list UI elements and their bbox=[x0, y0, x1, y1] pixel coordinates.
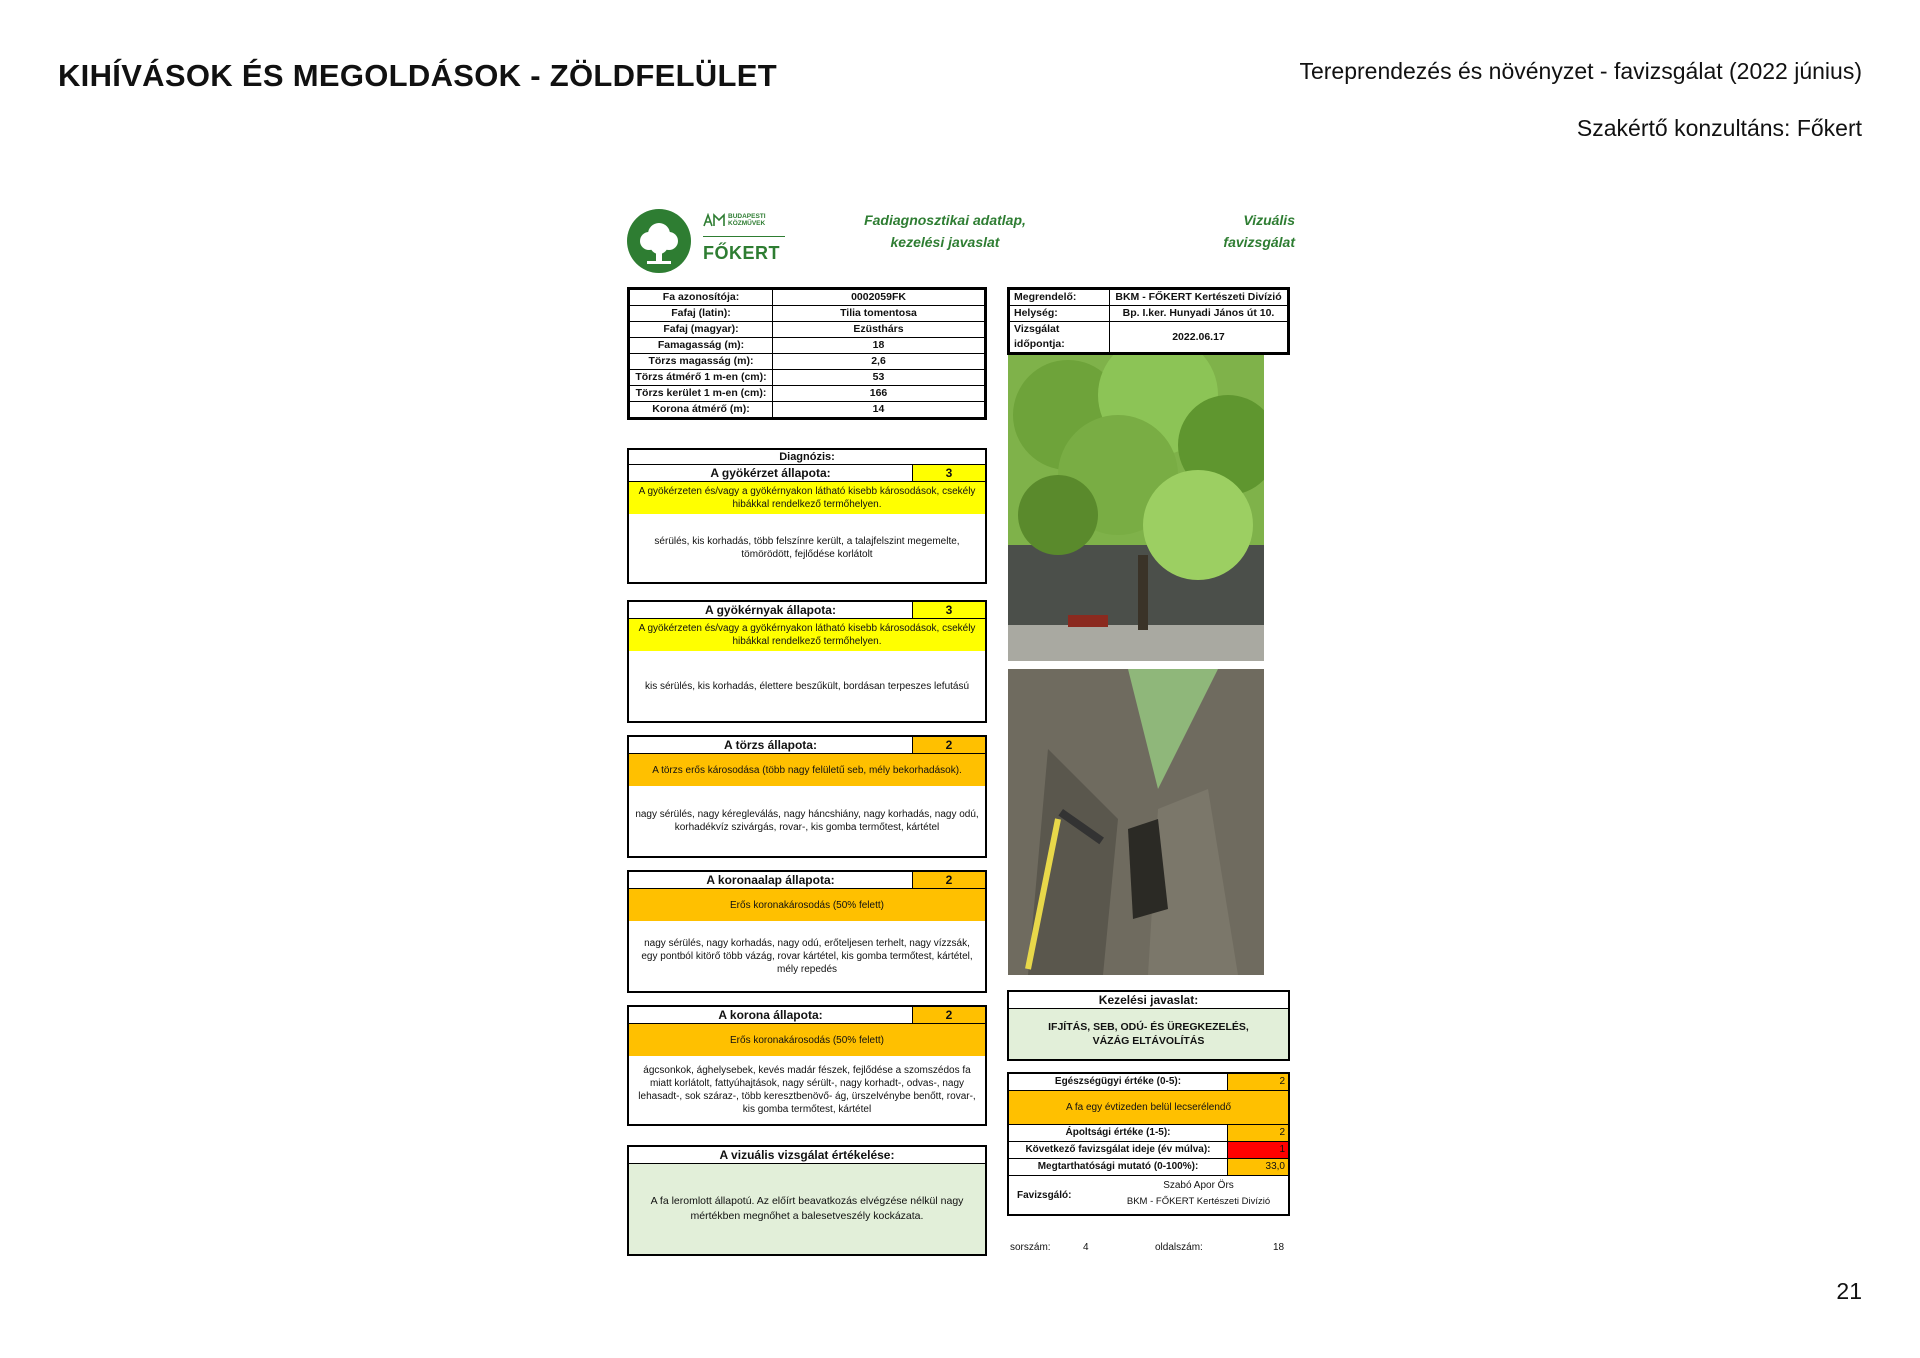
diagnosis-title: Diagnózis: bbox=[629, 450, 985, 465]
tree-values bbox=[1007, 1072, 1290, 1216]
tree-label: Fafaj (magyar): bbox=[630, 322, 773, 338]
tree-value: Tilia tomentosa bbox=[773, 306, 985, 322]
diagnosis-crown bbox=[627, 1005, 987, 1126]
evaluation-title: A vizuális vizsgálat értékelése: bbox=[629, 1147, 985, 1164]
tree-logo-icon bbox=[627, 209, 691, 273]
diagnosis-note: nagy sérülés, nagy korhadás, nagy odú, erőteljesen terhelt, nagy vízzsák, egy pontból kitörő több vázág, rovar kártétel, kis gomba termőtest, kártétel, mély repedés bbox=[641, 937, 973, 975]
bk-emblem-icon bbox=[703, 213, 725, 227]
tree-value: 14 bbox=[773, 402, 985, 418]
diagnosis-score: 3 bbox=[913, 602, 985, 618]
logo-divider bbox=[703, 236, 785, 237]
doc-title: Fadiagnosztikai adatlap, kezelési javaslat bbox=[864, 212, 1026, 250]
diagnosis-desc: Erős koronakárosodás (50% felett) bbox=[629, 1024, 985, 1056]
diagnosis-label: A koronaalap állapota: bbox=[629, 872, 913, 888]
diagnosis-label: A törzs állapota: bbox=[629, 737, 913, 753]
diagnosis-desc: A gyökérzeten és/vagy a gyökérnyakon látható kisebb károsodások, csekély hibákkal rendelkező termőhelyen. bbox=[629, 619, 985, 651]
health-note: A fa egy évtizeden belül lecserélendő bbox=[1009, 1091, 1288, 1125]
table-row bbox=[1010, 322, 1288, 353]
diagnosis-score: 2 bbox=[913, 872, 985, 888]
diagnosis-score: 2 bbox=[913, 1007, 985, 1023]
table-row bbox=[1010, 290, 1288, 306]
tree-value: 53 bbox=[773, 370, 985, 386]
org-small-name: BUDAPESTI KÖZMŰVEK bbox=[728, 213, 766, 227]
diagnosis-root-collar bbox=[627, 600, 987, 723]
tester-org: BKM - FŐKERT Kertészeti Divízió bbox=[1126, 1196, 1271, 1207]
diagnosis-score: 3 bbox=[913, 465, 985, 481]
tree-value: 18 bbox=[773, 338, 985, 354]
diagnosis-note: kis sérülés, kis korhadás, élettere beszűkült, bordásan terpeszes lefutású bbox=[644, 680, 970, 692]
fokert-logo bbox=[625, 205, 800, 275]
tree-label: Famagasság (m): bbox=[630, 338, 773, 354]
diagnosis-note: sérülés, kis korhadás, több felszínre került, a talajfelszint megemelte, tömörödött, fejlődése korlátolt bbox=[654, 536, 960, 560]
table-row bbox=[630, 290, 985, 306]
table-row bbox=[630, 370, 985, 386]
diagnosis-desc: A törzs erős károsodása (több nagy felületű seb, mély bekorhadások). bbox=[629, 754, 985, 786]
tree-label: Fafaj (latin): bbox=[630, 306, 773, 322]
diagnosis-label: A gyökérzet állapota: bbox=[629, 465, 913, 481]
treatment-title: Kezelési javaslat: bbox=[1009, 992, 1288, 1009]
slide-title: KIHÍVÁSOK ÉS MEGOLDÁSOK - ZÖLDFELÜLET bbox=[58, 58, 777, 93]
page-value: 18 bbox=[1273, 1242, 1285, 1253]
tree-value: 166 bbox=[773, 386, 985, 402]
order-label: Megrendelő: bbox=[1010, 290, 1110, 306]
diagnosis-label: A korona állapota: bbox=[629, 1007, 913, 1023]
diagnosis-score: 2 bbox=[913, 737, 985, 753]
tree-data-table bbox=[627, 287, 987, 420]
care-row bbox=[1009, 1125, 1288, 1142]
slide-subtitle: Tereprendezés és növényzet - favizsgálat (2022 június) bbox=[1299, 58, 1862, 84]
retention-row bbox=[1009, 1159, 1288, 1176]
treatment-text: IFJÍTÁS, SEB, ODÚ- ÉS ÜREGKEZELÉS, VÁZÁG ELTÁVOLÍTÁS bbox=[1048, 1021, 1249, 1047]
table-row bbox=[630, 354, 985, 370]
tree-label: Fa azonosítója: bbox=[630, 290, 773, 306]
table-row bbox=[1010, 306, 1288, 322]
tree-diagnostic-sheet bbox=[625, 205, 1295, 1265]
visual-evaluation bbox=[627, 1145, 987, 1256]
care-value: 2 bbox=[1228, 1125, 1288, 1141]
tree-canopy-photo bbox=[1008, 355, 1264, 661]
doc-type: Vizuális favizsgálat bbox=[1223, 212, 1295, 250]
tree-value: 0002059FK bbox=[773, 290, 985, 306]
diagnosis-note: nagy sérülés, nagy kéregleválás, nagy háncshiány, nagy korhadás, nagy odú, korhadékvíz szivárgás, rovar-, kis gomba termőtest, kártétel bbox=[635, 809, 979, 833]
order-value: Bp. I.ker. Hunyadi János út 10. bbox=[1110, 306, 1288, 322]
treatment-proposal bbox=[1007, 990, 1290, 1061]
next-inspection-value: 1 bbox=[1228, 1142, 1288, 1158]
retention-label: Megtarthatósági mutató (0-100%): bbox=[1009, 1159, 1228, 1175]
care-label: Ápoltsági értéke (1-5): bbox=[1009, 1125, 1228, 1141]
slide-consultant: Szakértő konzultáns: Főkert bbox=[1576, 115, 1862, 141]
order-label: Vizsgálat időpontja: bbox=[1010, 322, 1110, 353]
health-value: 2 bbox=[1228, 1074, 1288, 1090]
page-label: oldalszám: bbox=[1155, 1242, 1203, 1253]
page-number: 21 bbox=[1836, 1278, 1862, 1304]
diagnosis-label: A gyökérnyak állapota: bbox=[629, 602, 913, 618]
order-value: BKM - FŐKERT Kertészeti Divízió bbox=[1110, 290, 1288, 306]
tester-label: Favizsgáló: bbox=[1017, 1189, 1072, 1201]
tester-row bbox=[1009, 1176, 1288, 1214]
org-name: FŐKERT bbox=[703, 243, 780, 263]
retention-value: 33,0 bbox=[1228, 1159, 1288, 1175]
serial-label: sorszám: bbox=[1010, 1242, 1051, 1253]
tree-label: Törzs magasság (m): bbox=[630, 354, 773, 370]
evaluation-text: A fa leromlott állapotú. Az előírt beavatkozás elvégzése nélkül nagy mértékben megnőhet a balesetveszély kockázata. bbox=[650, 1195, 964, 1222]
health-label: Egészségügyi értéke (0-5): bbox=[1009, 1074, 1228, 1090]
tree-trunk-photo bbox=[1008, 669, 1264, 975]
order-info-table bbox=[1007, 287, 1290, 355]
order-label: Helység: bbox=[1010, 306, 1110, 322]
diagnosis-desc: A gyökérzeten és/vagy a gyökérnyakon látható kisebb károsodások, csekély hibákkal rendelkező termőhelyen. bbox=[629, 482, 985, 514]
serial-value: 4 bbox=[1083, 1242, 1089, 1253]
table-row bbox=[630, 322, 985, 338]
table-row bbox=[630, 386, 985, 402]
sheet-footer bbox=[1010, 1242, 1290, 1253]
next-inspection-label: Következő favizsgálat ideje (év múlva): bbox=[1009, 1142, 1228, 1158]
table-row bbox=[630, 402, 985, 418]
order-value: 2022.06.17 bbox=[1110, 322, 1288, 353]
table-row bbox=[630, 338, 985, 354]
health-row bbox=[1009, 1074, 1288, 1091]
tree-label: Törzs kerület 1 m-en (cm): bbox=[630, 386, 773, 402]
diagnosis-crown-base bbox=[627, 870, 987, 993]
diagnosis-root bbox=[627, 448, 987, 584]
diagnosis-trunk bbox=[627, 735, 987, 858]
tree-value: 2,6 bbox=[773, 354, 985, 370]
tree-label: Törzs átmérő 1 m-en (cm): bbox=[630, 370, 773, 386]
tester-name: Szabó Apor Örs bbox=[1163, 1180, 1234, 1191]
tree-value: Ezüsthárs bbox=[773, 322, 985, 338]
table-row bbox=[630, 306, 985, 322]
diagnosis-desc: Erős koronakárosodás (50% felett) bbox=[629, 889, 985, 921]
diagnosis-note: ágcsonkok, ághelysebek, kevés madár fészek, fejlődése a szomszédos fa miatt korlátolt, fattyúhajtások, nagy sérült-, nagy korhadt-, odvas-, nagy lehasadt-, sok száraz-, több keresztbenövő- ág, ürszelvénybe benőtt, rovar-, kis gomba termőtest, kártétel bbox=[638, 1065, 976, 1115]
next-inspection-row bbox=[1009, 1142, 1288, 1159]
tree-label: Korona átmérő (m): bbox=[630, 402, 773, 418]
